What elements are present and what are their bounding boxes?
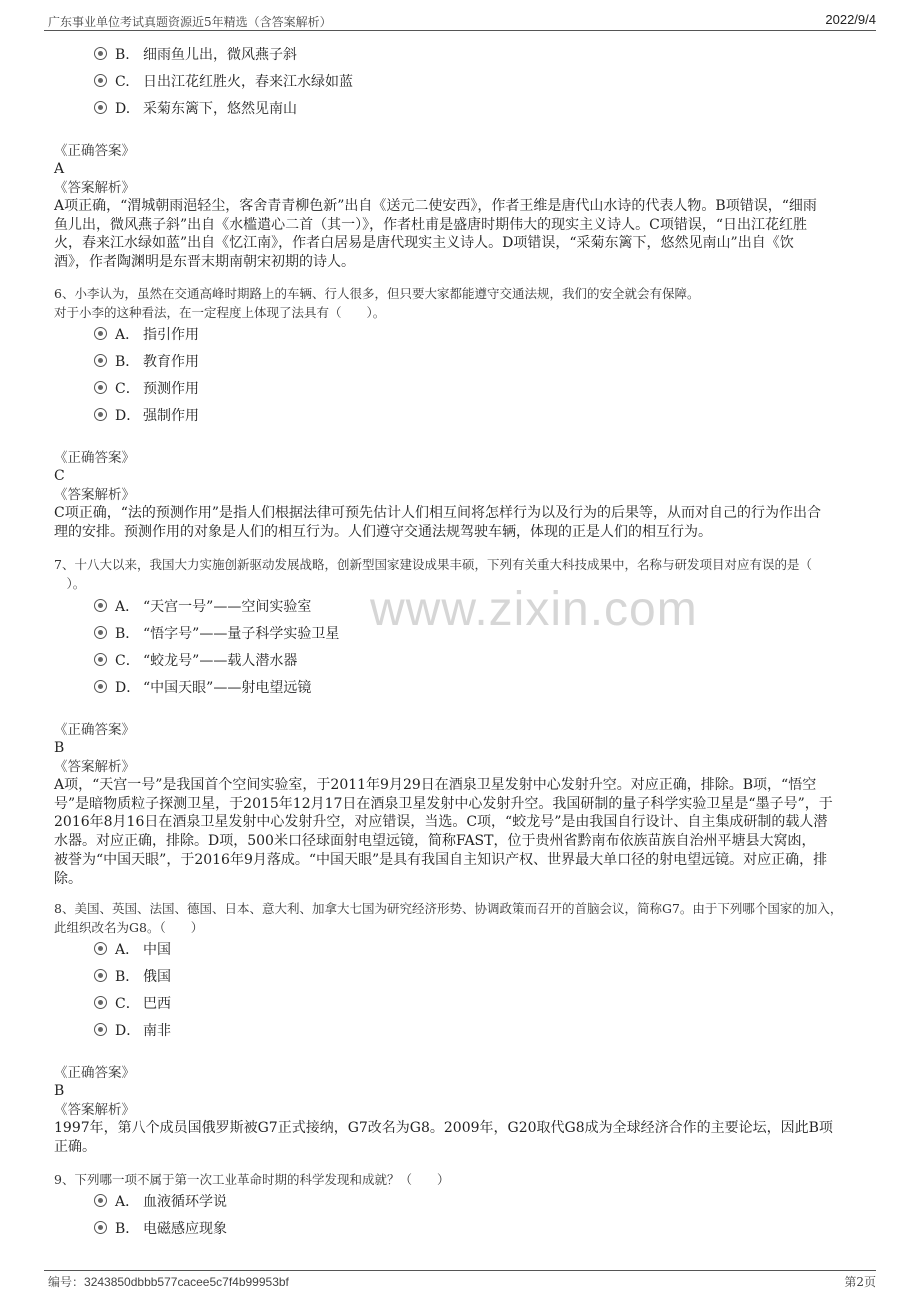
q7-option-a[interactable]: A． “天宫一号”——空间实验室 <box>94 598 311 616</box>
q7-answer: B <box>54 740 65 756</box>
q8-option-d[interactable]: D． 南非 <box>94 1022 171 1040</box>
q5-option-c[interactable]: C. 日出江花红胜火，春来江水绿如蓝 <box>94 73 353 91</box>
radio-icon[interactable] <box>94 47 107 60</box>
q8-answer-label: 《正确答案》 <box>54 1065 135 1081</box>
page-header <box>44 10 876 31</box>
q7-option-d[interactable]: D． “中国天眼”——射电望远镜 <box>94 679 311 697</box>
document-title: 广东事业单位考试真题资源近5年精选（含答案解析） <box>48 15 332 29</box>
q6-option-a[interactable]: A． 指引作用 <box>94 326 199 344</box>
radio-icon[interactable] <box>94 996 107 1009</box>
q8-option-b[interactable]: B． 俄国 <box>94 968 171 986</box>
q6-answer: C <box>54 468 65 484</box>
q6-answer-label: 《正确答案》 <box>54 450 135 466</box>
q5-answer: A <box>54 161 65 177</box>
q6-analysis: C项正确，“法的预测作用”是指人们根据法律可预先估计人们相互间将怎样行为以及行为的后果等，从而对自己的行为作出合 理的安排。预测作用的对象是人们的相互行为。人们遵守交通法规驾驶车辆，体现的正是人们的相互行为。 <box>54 505 822 540</box>
radio-icon[interactable] <box>94 626 107 639</box>
q9-stem: 9、下列哪一项不属于第一次工业革命时期的科学发现和成就？（ ） <box>54 1172 450 1187</box>
q6-stem: 6、小李认为，虽然在交通高峰时期路上的车辆、行人很多，但只要大家都能遵守交通法规，我们的安全就会有保障。 对于小李的这种看法，在一定程度上体现了法具有（ ）。 <box>54 286 700 320</box>
watermark: www.zixin.com <box>370 583 698 636</box>
q8-analysis: 1997年，第八个成员国俄罗斯被G7正式接纳，G7改名为G8。2009年，G20取代G8成为全球经济合作的主要论坛，因此B项 正确。 <box>54 1120 833 1155</box>
q8-stem: 8、美国、英国、法国、德国、日本、意大利、加拿大七国为研究经济形势、协调政策而召开的首脑会议，简称G7。由于下列哪个国家的加入， 此组织改名为G8。（ ） <box>54 901 843 935</box>
q7-option-b[interactable]: B． “悟字号”——量子科学实验卫星 <box>94 625 339 643</box>
q8-option-a[interactable]: A． 中国 <box>94 941 171 959</box>
q5-option-d[interactable]: D. 采菊东篱下，悠然见南山 <box>94 100 297 118</box>
page-footer <box>44 1270 876 1301</box>
radio-icon[interactable] <box>94 408 107 421</box>
radio-icon[interactable] <box>94 354 107 367</box>
q9-option-b[interactable]: B． 电磁感应现象 <box>94 1220 227 1238</box>
q9-option-a[interactable]: A． 血液循环学说 <box>94 1193 227 1211</box>
q8-option-c[interactable]: C． 巴西 <box>94 995 171 1013</box>
radio-icon[interactable] <box>94 969 107 982</box>
q5-answer-label: 《正确答案》 <box>54 143 135 159</box>
radio-icon[interactable] <box>94 1194 107 1207</box>
q7-answer-label: 《正确答案》 <box>54 722 135 738</box>
radio-icon[interactable] <box>94 327 107 340</box>
q7-stem: 7、十八大以来，我国大力实施创新驱动发展战略，创新型国家建设成果丰硕，下列有关重大科技成果中，名称与研发项目对应有误的是（ ）。 <box>54 557 812 591</box>
radio-icon[interactable] <box>94 599 107 612</box>
document-code: 编号：3243850dbbb577cacee5c7f4b99953bf <box>48 1275 289 1289</box>
radio-icon[interactable] <box>94 1023 107 1036</box>
radio-icon[interactable] <box>94 74 107 87</box>
page-number: 第2页 <box>844 1275 876 1289</box>
radio-icon[interactable] <box>94 653 107 666</box>
q7-analysis-label: 《答案解析》 <box>54 759 135 775</box>
q7-option-c[interactable]: C． “蛟龙号”——载人潜水器 <box>94 652 297 670</box>
radio-icon[interactable] <box>94 942 107 955</box>
radio-icon[interactable] <box>94 1221 107 1234</box>
q8-analysis-label: 《答案解析》 <box>54 1102 135 1118</box>
radio-icon[interactable] <box>94 680 107 693</box>
q6-option-d[interactable]: D． 强制作用 <box>94 407 199 425</box>
q5-analysis-label: 《答案解析》 <box>54 180 135 196</box>
q8-answer: B <box>54 1083 65 1099</box>
q6-option-b[interactable]: B． 教育作用 <box>94 353 199 371</box>
q6-analysis-label: 《答案解析》 <box>54 487 135 503</box>
q6-option-c[interactable]: C． 预测作用 <box>94 380 199 398</box>
radio-icon[interactable] <box>94 101 107 114</box>
q5-analysis: A项正确，“渭城朝雨浥轻尘，客舍青青柳色新”出自《送元二使安西》，作者王维是唐代山水诗的代表人物。B项错误，“细雨 鱼儿出，微风燕子斜”出自《水槛遣心二首（其一）》，作者杜甫是盛唐时期伟大的现实主义诗人。C项错误，“日出江花红胜 火，春来江水绿如蓝”出自《忆江南》，作者白居易是唐代现实主义诗人。D项错误，“采菊东篱下，悠然见南山”出自《饮 酒》，作者陶渊明是东晋末期南朝宋初期的诗人。 <box>54 198 817 271</box>
q5-option-b[interactable]: B. 细雨鱼儿出，微风燕子斜 <box>94 46 297 64</box>
document-date: 2022/9/4 <box>825 12 876 27</box>
q7-analysis: A项，“天宫一号”是我国首个空间实验室，于2011年9月29日在酒泉卫星发射中心发射升空。对应正确，排除。B项，“悟空 号”是暗物质粒子探测卫星，于2015年12月17日在酒泉卫星发射中心发射升空。我国研制的量子科学实验卫星是“墨子号”，于 2016年8月16日在酒泉卫星发射中心发射升空，对应错误，当选。C项，“蛟龙号”是由我国自行设计、自主集成研制的载人潜 水器。对应正确，排除。D项，500米口径球面射电望远镜，简称FAST，位于贵州省黔南布依族苗族自治州平塘县大窝凼， 被誉为“中国天眼”，于2016年9月落成。“中国天眼”是具有我国自主知识产权、世界最大单口径的射电望远镜。对应正确，排 除。 <box>54 777 833 887</box>
radio-icon[interactable] <box>94 381 107 394</box>
